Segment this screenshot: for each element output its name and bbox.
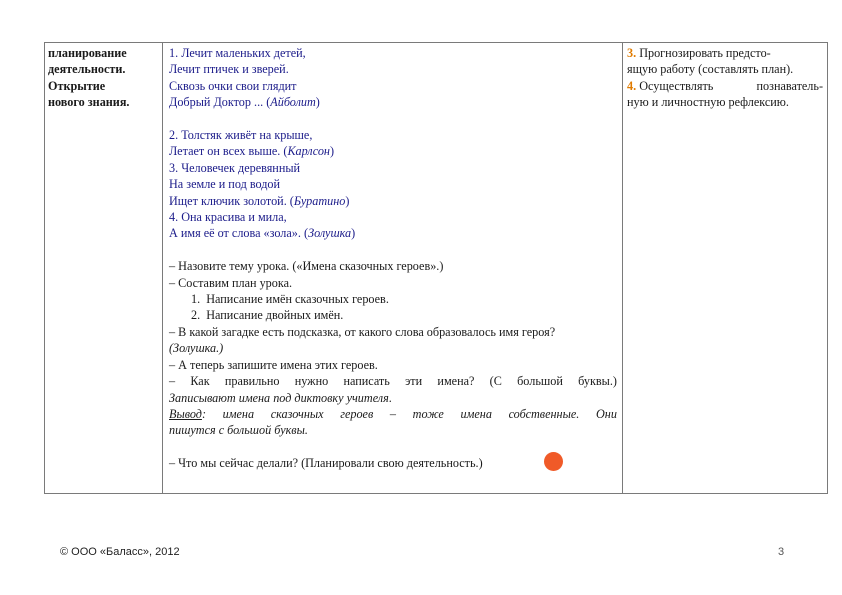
riddle-line: 3. Человечек деревянный [169,160,301,175]
skills-column [623,43,827,493]
riddle-line: 4. Она красива и мила, [169,210,287,225]
conclusion-line: пишутся с большой буквы. [169,423,308,438]
riddle-line: 1. Лечит маленьких детей, [169,46,306,60]
riddle-line: Добрый Доктор ... (Айболит) [169,95,320,110]
lesson-table [44,42,828,494]
riddle-line: А имя её от слова «зола». (Золушка) [169,226,356,241]
content-column [163,43,623,493]
stage-column [45,43,163,493]
riddle-line: 2. Толстяк живёт на крыше, [169,128,313,143]
question-line: – В какой загадке есть подсказка, от какого слова образовалось имя героя? [169,324,556,339]
plan-item: 1. Написание имён сказочных героев. [191,292,389,307]
orange-dot-marker [544,452,563,471]
footer-copyright: © ООО «Баласс», 2012 [60,546,180,558]
riddle-line: Сквозь очки свои глядит [169,78,297,93]
riddle-line: На земле и под водой [169,177,281,192]
stage-line: нового знания. [48,95,130,110]
instruction-line: Записывают имена под диктовку учителя. [169,390,392,405]
question-line: – Что мы сейчас делали? (Планировали свою деятельность.) [169,456,483,471]
skill-item: ящую работу (составлять план). [627,62,794,77]
page-number: 3 [778,546,785,558]
stage-line: планирование [48,46,127,60]
riddle-line: Ищет ключик золотой. (Буратино) [169,193,350,208]
question-line: – Как правильно нужно написать эти имена? (С большой буквы.) [169,374,617,389]
skill-item: ную и личностную рефлексию. [627,95,789,110]
question-line: – А теперь запишите имена этих героев. [169,357,378,372]
conclusion-line: Вывод: имена сказочных героев – тоже имена собственные. Они [169,406,617,421]
stage-line: деятельности. [48,62,126,77]
riddle-line: Летает он всех выше. (Карлсон) [169,144,335,159]
conclusion-label: Вывод [169,406,202,421]
skill-item: 3. Прогнозировать предсто- [627,46,771,60]
skill-item: 4. Осуществлять познаватель- [627,78,823,93]
answer-line: (Золушка.) [169,341,224,356]
question-line: – Назовите тему урока. («Имена сказочных героев».) [169,259,444,274]
question-line: – Составим план урока. [169,275,293,290]
stage-line: Открытие [48,78,106,93]
riddle-line: Лечит птичек и зверей. [169,62,289,77]
plan-item: 2. Написание двойных имён. [191,308,344,323]
